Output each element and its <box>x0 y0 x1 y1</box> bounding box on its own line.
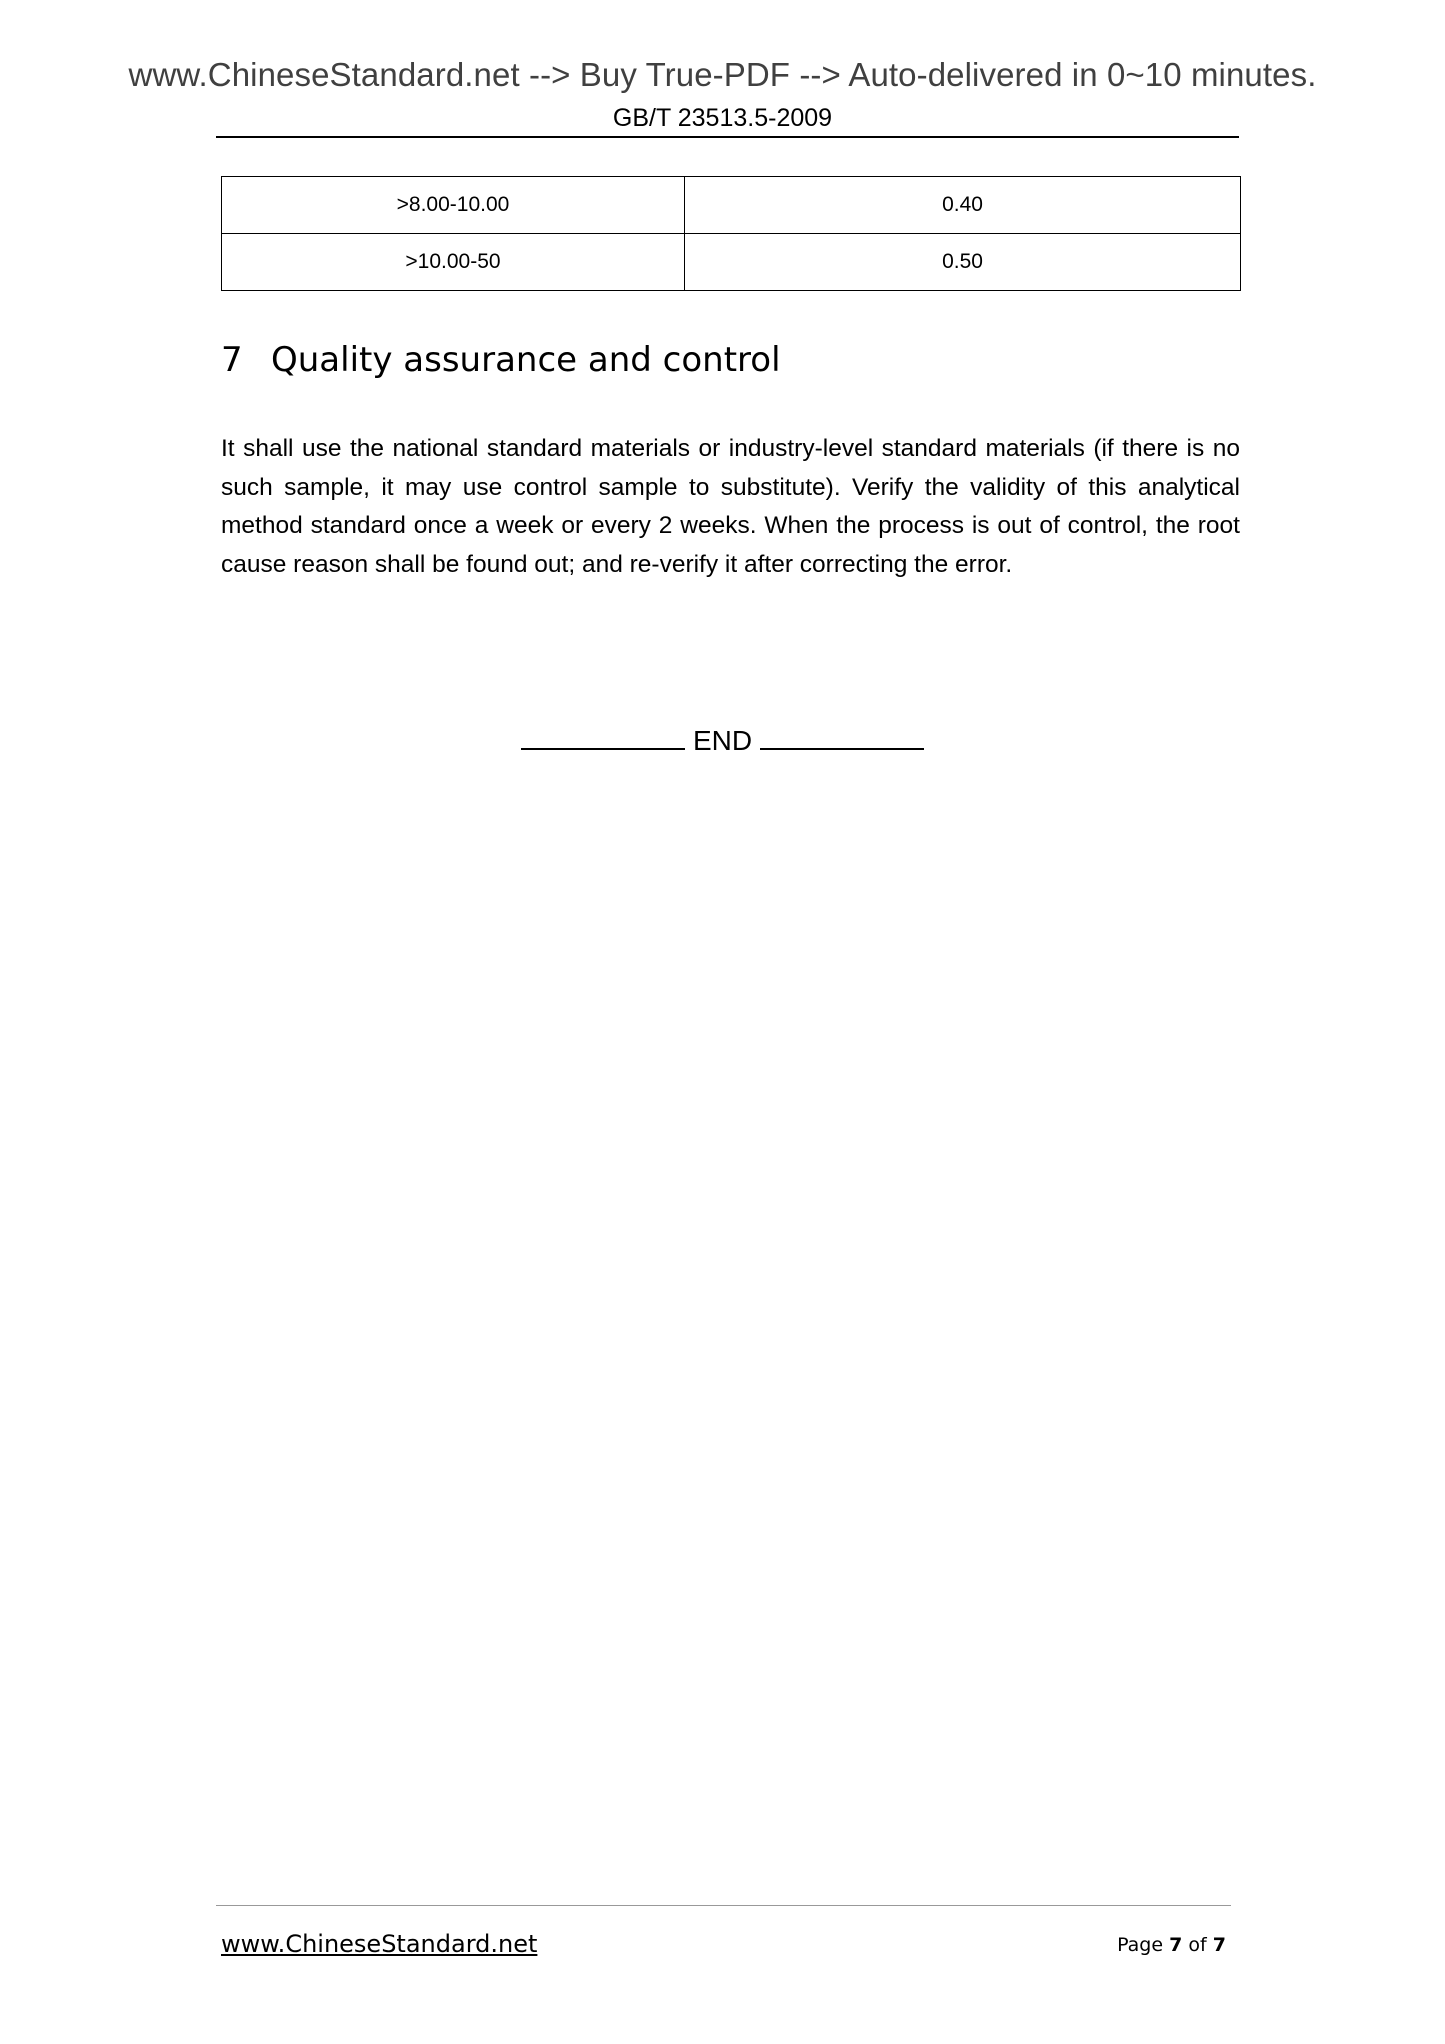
value-table <box>221 176 1241 291</box>
page-of: of <box>1188 1934 1207 1956</box>
page-number <box>1117 1934 1226 1956</box>
page-prefix: Page <box>1117 1934 1164 1956</box>
page-current: 7 <box>1169 1934 1183 1956</box>
footer-divider <box>216 1905 1231 1906</box>
end-rule-left <box>521 720 685 750</box>
table-cell-range: >10.00-50 <box>222 234 685 291</box>
page-total: 7 <box>1212 1934 1226 1956</box>
end-marker <box>0 720 1445 757</box>
end-rule-right <box>760 720 924 750</box>
footer-site-link[interactable]: www.ChineseStandard.net <box>221 1930 538 1958</box>
section-number: 7 <box>221 340 243 380</box>
table-cell-range: >8.00-10.00 <box>222 177 685 234</box>
table-row <box>222 234 1241 291</box>
section-title: Quality assurance and control <box>271 340 781 380</box>
table-cell-value: 0.50 <box>685 234 1241 291</box>
top-banner: www.ChineseStandard.net --> Buy True-PDF --> Auto-delivered in 0~10 minutes. <box>128 56 1317 93</box>
section-paragraph: It shall use the national standard materials or industry-level standard materials (if there is no such sample, it may use control sample to substitute). Verify the validity of this analytical method standard once a week or every 2 weeks. When the process is out of control, the root cause reason shall be found out; and re-verify it after correcting the error. <box>221 435 1240 578</box>
table-row <box>222 177 1241 234</box>
standard-code: GB/T 23513.5-2009 <box>612 104 833 132</box>
section-heading <box>221 340 781 380</box>
header-divider <box>216 136 1239 138</box>
end-label: END <box>692 725 753 756</box>
table-cell-value: 0.40 <box>685 177 1241 234</box>
